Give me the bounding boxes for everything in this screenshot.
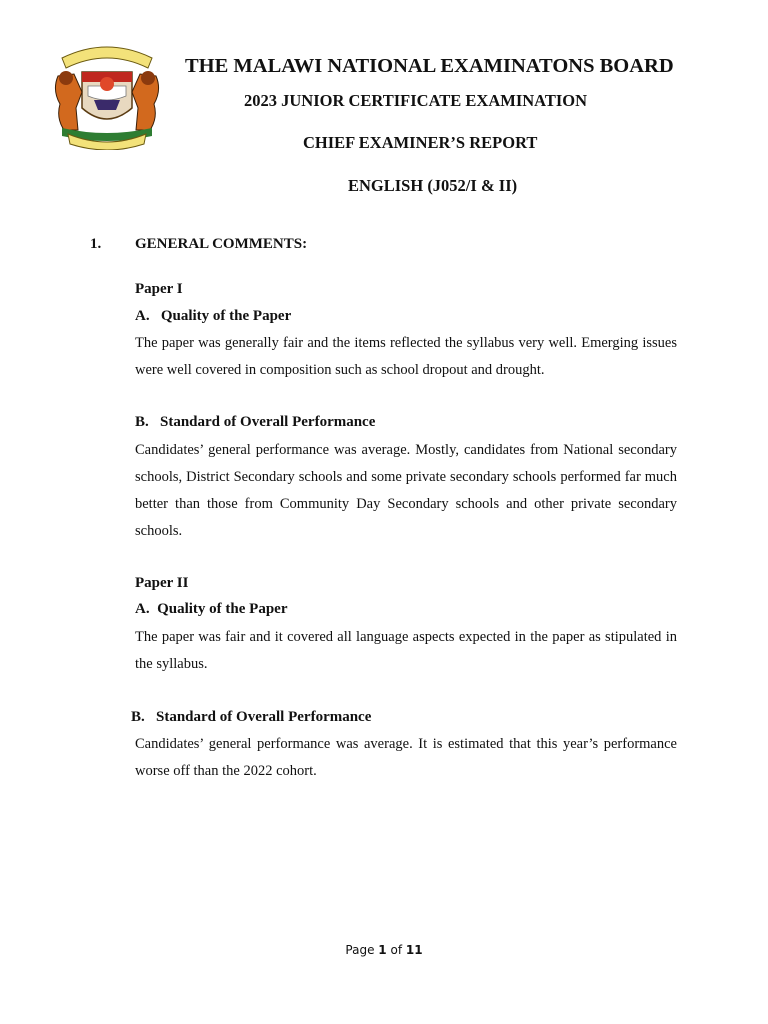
page-footer: [0, 943, 768, 957]
board-title: THE MALAWI NATIONAL EXAMINATONS BOARD: [185, 55, 674, 77]
examinations-board-emblem-icon: [48, 38, 166, 150]
paper2-standard-text: Candidates’ general performance was average. It is estimated that this year’s performance worse off than the 2022 cohort.: [135, 736, 677, 779]
paper2-label: Paper II: [135, 575, 189, 591]
section-number: 1.: [90, 236, 102, 252]
of-word: of: [390, 943, 403, 957]
page-word: Page: [345, 943, 375, 957]
subject-title: ENGLISH (J052/I & II): [348, 176, 518, 195]
paper1-label: Paper I: [135, 281, 183, 297]
section-title: GENERAL COMMENTS:: [135, 236, 308, 252]
paper1-standard-heading: B. Standard of Overall Performance: [135, 414, 376, 430]
paper1-quality-text: The paper was generally fair and the items reflected the syllabus very well. Emerging issues were well covered in composition such as school dropout and drought.: [135, 335, 677, 378]
report-title: CHIEF EXAMINER’S REPORT: [303, 133, 538, 152]
paper2-standard-heading: B. Standard of Overall Performance: [131, 709, 372, 725]
paper2-quality-text: The paper was fair and it covered all language aspects expected in the paper as stipulated in the syllabus.: [135, 629, 677, 672]
exam-title: 2023 JUNIOR CERTIFICATE EXAMINATION: [244, 91, 588, 110]
paper2-quality-heading: A. Quality of the Paper: [135, 601, 288, 617]
page-current: 1: [378, 943, 387, 957]
paper1-standard-text: Candidates’ general performance was average. Mostly, candidates from National secondary schools, District Secondary schools and some private secondary schools performed far much better than those from Community Day Secondary schools and other private secondary schools.: [135, 442, 677, 539]
paper1-quality-heading: A. Quality of the Paper: [135, 308, 292, 324]
page-total: 11: [405, 943, 423, 957]
